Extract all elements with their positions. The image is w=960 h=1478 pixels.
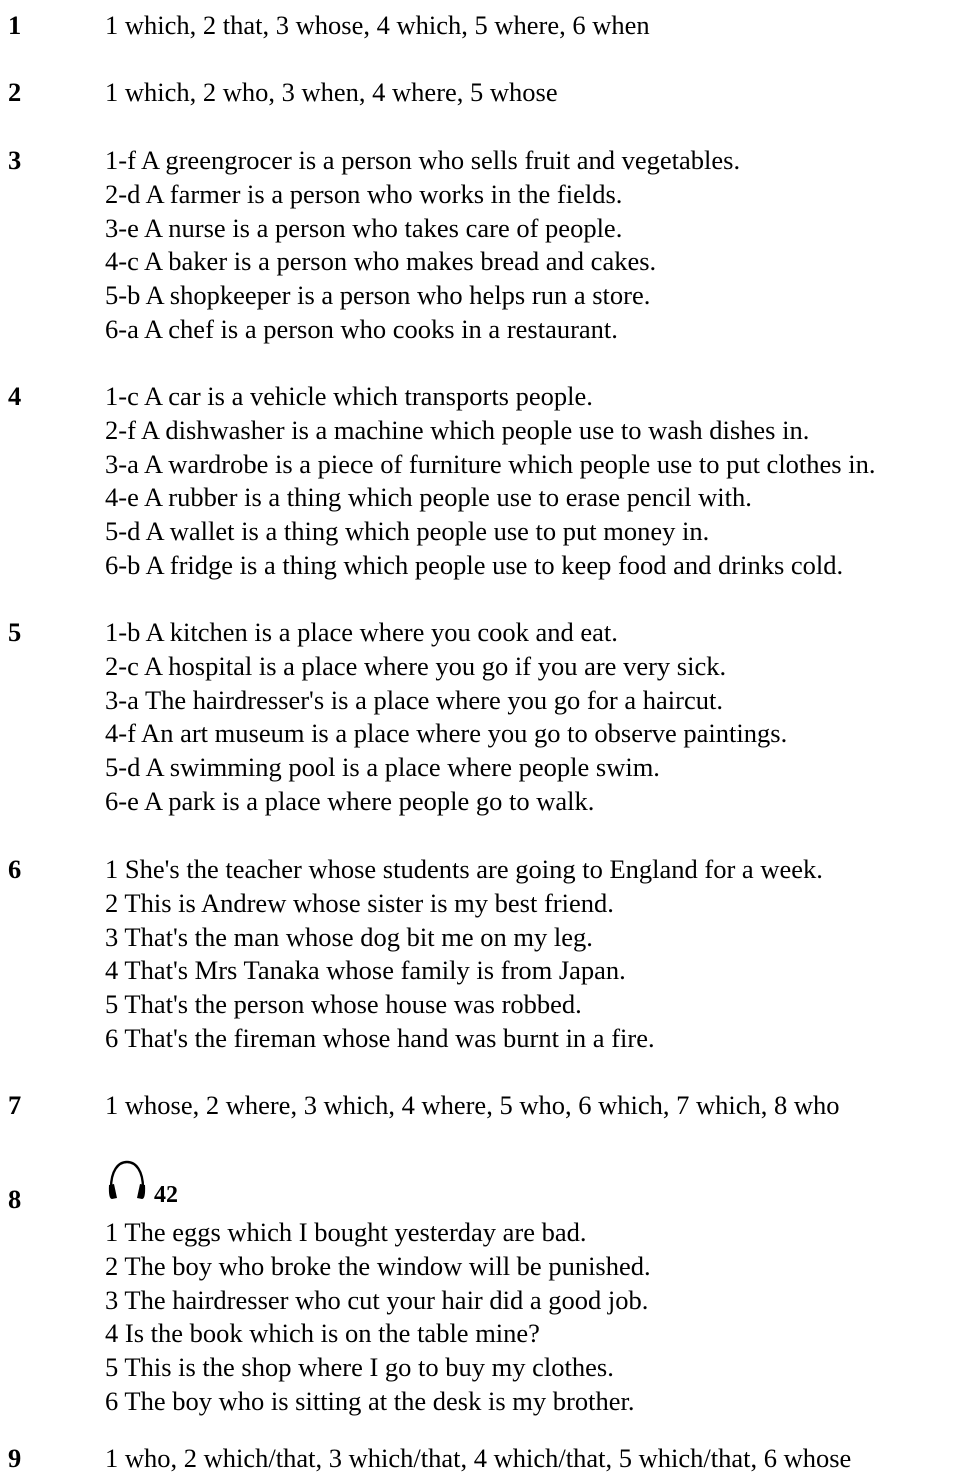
answer-line: 4-f An art museum is a place where you go to observe paintings. xyxy=(105,718,788,749)
answer-line: 2 The boy who broke the window will be punished. xyxy=(105,1250,651,1281)
answer-line: 1 whose, 2 where, 3 which, 4 where, 5 who, 6 which, 7 which, 8 who xyxy=(105,1090,840,1120)
answer-line: 5-d A wallet is a thing which people use to put money in. xyxy=(105,516,710,547)
audio-track-heading xyxy=(105,1158,955,1216)
answer-line: 6 The boy who is sitting at the desk is my brother. xyxy=(105,1385,635,1416)
answer-line: 3 That's the man whose dog bit me on my leg. xyxy=(105,921,593,952)
answer-lines xyxy=(105,1089,955,1123)
answer-line: 5 That's the person whose house was robbed. xyxy=(105,989,582,1020)
answer-line: 5 This is the shop where I go to buy my clothes. xyxy=(105,1352,614,1383)
exercise-number: 7 xyxy=(8,1090,22,1120)
exercise-number: 1 xyxy=(8,10,22,40)
exercise-number: 8 xyxy=(8,1184,22,1214)
answer-lines xyxy=(105,144,955,347)
answer-lines xyxy=(105,1442,955,1476)
answer-line: 5-b A shopkeeper is a person who helps run a store. xyxy=(105,280,651,311)
audio-track-number: 42 xyxy=(154,1182,178,1208)
answer-line: 1-b A kitchen is a place where you cook and eat. xyxy=(105,617,618,647)
answer-line: 1-c A car is a vehicle which transports people. xyxy=(105,381,593,411)
answer-line: 1 who, 2 which/that, 3 which/that, 4 which/that, 5 which/that, 6 whose xyxy=(105,1443,852,1473)
exercise-number: 3 xyxy=(8,145,22,175)
answer-line: 3 The hairdresser who cut your hair did a good job. xyxy=(105,1284,649,1315)
answer-line: 1 The eggs which I bought yesterday are bad. xyxy=(105,1217,587,1247)
answer-line: 4-c A baker is a person who makes bread and cakes. xyxy=(105,246,657,277)
answer-line: 6-b A fridge is a thing which people use to keep food and drinks cold. xyxy=(105,549,844,580)
answer-lines xyxy=(105,1158,955,1419)
answer-line: 2-f A dishwasher is a machine which people use to wash dishes in. xyxy=(105,414,810,445)
answer-line: 1 She's the teacher whose students are going to England for a week. xyxy=(105,854,823,884)
answer-line: 6 That's the fireman whose hand was burnt in a fire. xyxy=(105,1022,655,1053)
answer-line: 3-a A wardrobe is a piece of furniture which people use to put clothes in. xyxy=(105,448,876,479)
answer-line: 1-f A greengrocer is a person who sells fruit and vegetables. xyxy=(105,145,741,175)
answer-line: 3-a The hairdresser's is a place where you go for a haircut. xyxy=(105,684,723,715)
answer-lines xyxy=(105,853,955,1056)
answer-line: 1 which, 2 who, 3 when, 4 where, 5 whose xyxy=(105,77,558,107)
answer-line: 4 Is the book which is on the table mine? xyxy=(105,1318,540,1349)
exercise-number: 2 xyxy=(8,77,22,107)
answer-line: 2-d A farmer is a person who works in the fields. xyxy=(105,178,623,209)
answer-line: 3-e A nurse is a person who takes care of people. xyxy=(105,212,623,243)
exercise-number: 4 xyxy=(8,381,22,411)
headphones-icon xyxy=(105,1158,149,1202)
answer-line: 4 That's Mrs Tanaka whose family is from Japan. xyxy=(105,955,626,986)
answer-line: 2-c A hospital is a place where you go if you are very sick. xyxy=(105,650,727,681)
answer-line: 6-a A chef is a person who cooks in a restaurant. xyxy=(105,313,618,344)
exercise-number: 9 xyxy=(8,1443,22,1473)
answer-line: 2 This is Andrew whose sister is my best friend. xyxy=(105,887,614,918)
answer-lines xyxy=(105,616,955,819)
exercise-number: 5 xyxy=(8,617,22,647)
answer-line: 5-d A swimming pool is a place where people swim. xyxy=(105,752,660,783)
answer-line: 6-e A park is a place where people go to walk. xyxy=(105,785,595,816)
answer-line: 4-e A rubber is a thing which people use to erase pencil with. xyxy=(105,482,752,513)
exercise-number: 6 xyxy=(8,854,22,884)
answer-lines xyxy=(105,76,955,110)
answer-lines xyxy=(105,380,955,583)
answer-lines xyxy=(105,9,955,43)
answer-line: 1 which, 2 that, 3 whose, 4 which, 5 where, 6 when xyxy=(105,10,650,40)
